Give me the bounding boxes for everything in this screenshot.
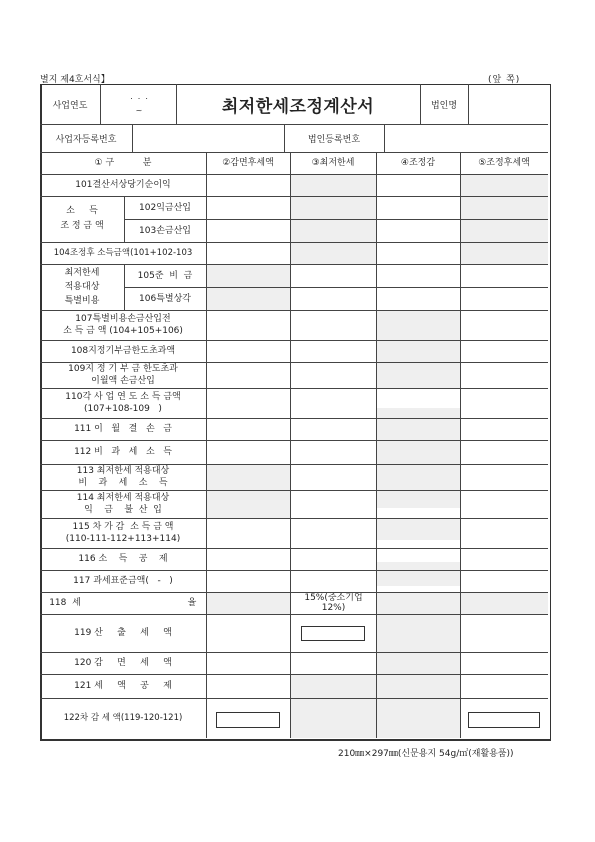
computed-tax-min-tax-box[interactable] — [301, 626, 365, 641]
shade — [377, 698, 461, 738]
shade — [377, 652, 461, 674]
group-min-tax-special-expense-label: 최저한세 적용대상 특별비용 — [64, 268, 100, 306]
shade — [377, 562, 461, 586]
corp-name-label: 법인명 — [430, 100, 458, 111]
row-120-label: 120 감 면 세 액 — [74, 658, 172, 668]
row-106-label: 106특별상각 — [139, 293, 191, 304]
business-year-label: 사업연도 — [52, 100, 88, 111]
row-101-label: 101결산서상당기순이익 — [75, 180, 171, 190]
col-header-category: ① 구 분 — [94, 158, 152, 168]
col-header-after-reduction: ②감면후세액 — [222, 158, 274, 168]
row-105-label: 105준 비 금 — [137, 270, 193, 281]
row-121-label: 121 세 액 공 제 — [74, 681, 172, 691]
shade — [377, 310, 461, 388]
tax-adjustment-form — [40, 84, 550, 740]
row-114-label: 114 최저한세 적용대상 익 금 불 산 입 — [76, 493, 170, 515]
corp-reg-no-field[interactable] — [385, 125, 547, 151]
shade — [207, 464, 291, 518]
row-113-label: 113 최저한세 적용대상 비 과 세 소 득 — [76, 466, 170, 488]
corp-reg-no-label: 법인등록번호 — [307, 134, 361, 145]
row-116-label: 116 소 득 공 제 — [78, 554, 168, 564]
row-115-label: 115 차 가 감 소 득 금 액 (110-111-112+113+114) — [65, 522, 181, 544]
row-117-label: 117 과세표준금액( - ) — [73, 576, 173, 586]
shade — [461, 242, 548, 264]
shade — [291, 242, 376, 264]
row-102-label: 102익금산입 — [139, 202, 191, 213]
row-111-label: 111 이 월 결 손 금 — [74, 424, 172, 434]
row-107-label: 107특별비용손금산입전 소 득 금 액 (104+105+106) — [63, 314, 183, 336]
row-118-label-suffix: 율 — [187, 598, 197, 608]
shade — [207, 592, 291, 614]
group-income-adjustment-label: 소 득 조 정 금 액 — [60, 206, 104, 231]
form-title: 최저한세조정계산서 — [221, 96, 375, 117]
shade — [291, 698, 376, 738]
page-side-label: (앞 쪽) — [488, 75, 521, 85]
corp-name-field[interactable] — [469, 85, 547, 123]
row-103-label: 103손금산입 — [139, 225, 191, 236]
row-112-label: 112 비 과 세 소 득 — [74, 447, 172, 457]
shade — [291, 174, 376, 196]
row-119-label: 119 산 출 세 액 — [74, 628, 172, 638]
reg-no-label: 사업자등록번호 — [55, 134, 117, 145]
shade — [377, 408, 461, 508]
shade — [377, 518, 461, 540]
net-tax-after-reduction-box[interactable] — [216, 712, 280, 728]
business-year-value[interactable]: . . . ~ — [130, 92, 148, 115]
shade — [377, 614, 461, 652]
net-tax-after-adjustment-box[interactable] — [468, 712, 540, 728]
shade — [461, 174, 548, 196]
paper-spec: 210㎜×297㎜(신문용지 54g/㎡(재활용품)) — [338, 749, 514, 759]
form-number: 별지 제4호서식】 — [40, 75, 110, 85]
shade — [291, 674, 376, 698]
col-header-min-tax: ③최저한세 — [311, 158, 355, 168]
col-header-adjustment: ④조정감 — [400, 158, 436, 168]
col-header-after-adjustment: ⑤조정후세액 — [478, 158, 530, 168]
row-118-label: 118 세 — [49, 598, 81, 608]
shade — [377, 674, 461, 698]
shade — [377, 592, 548, 614]
row-109-label: 109지 정 기 부 금 한도초과 이월액 손금산입 — [68, 364, 178, 386]
reg-no-field[interactable] — [133, 125, 283, 151]
row-110-label: 110각 사 업 연 도 소 득 금액 (107+108-109 ) — [65, 392, 181, 414]
row-122-label: 122차 감 세 액(119-120-121) — [63, 713, 183, 723]
row-108-label: 108지정기부금한도초과액 — [70, 346, 176, 356]
row-104-label: 104조정후 소득금액(101+102-103 — [53, 248, 193, 258]
min-tax-rate-text: 15%(중소기업 12%) — [304, 593, 363, 613]
